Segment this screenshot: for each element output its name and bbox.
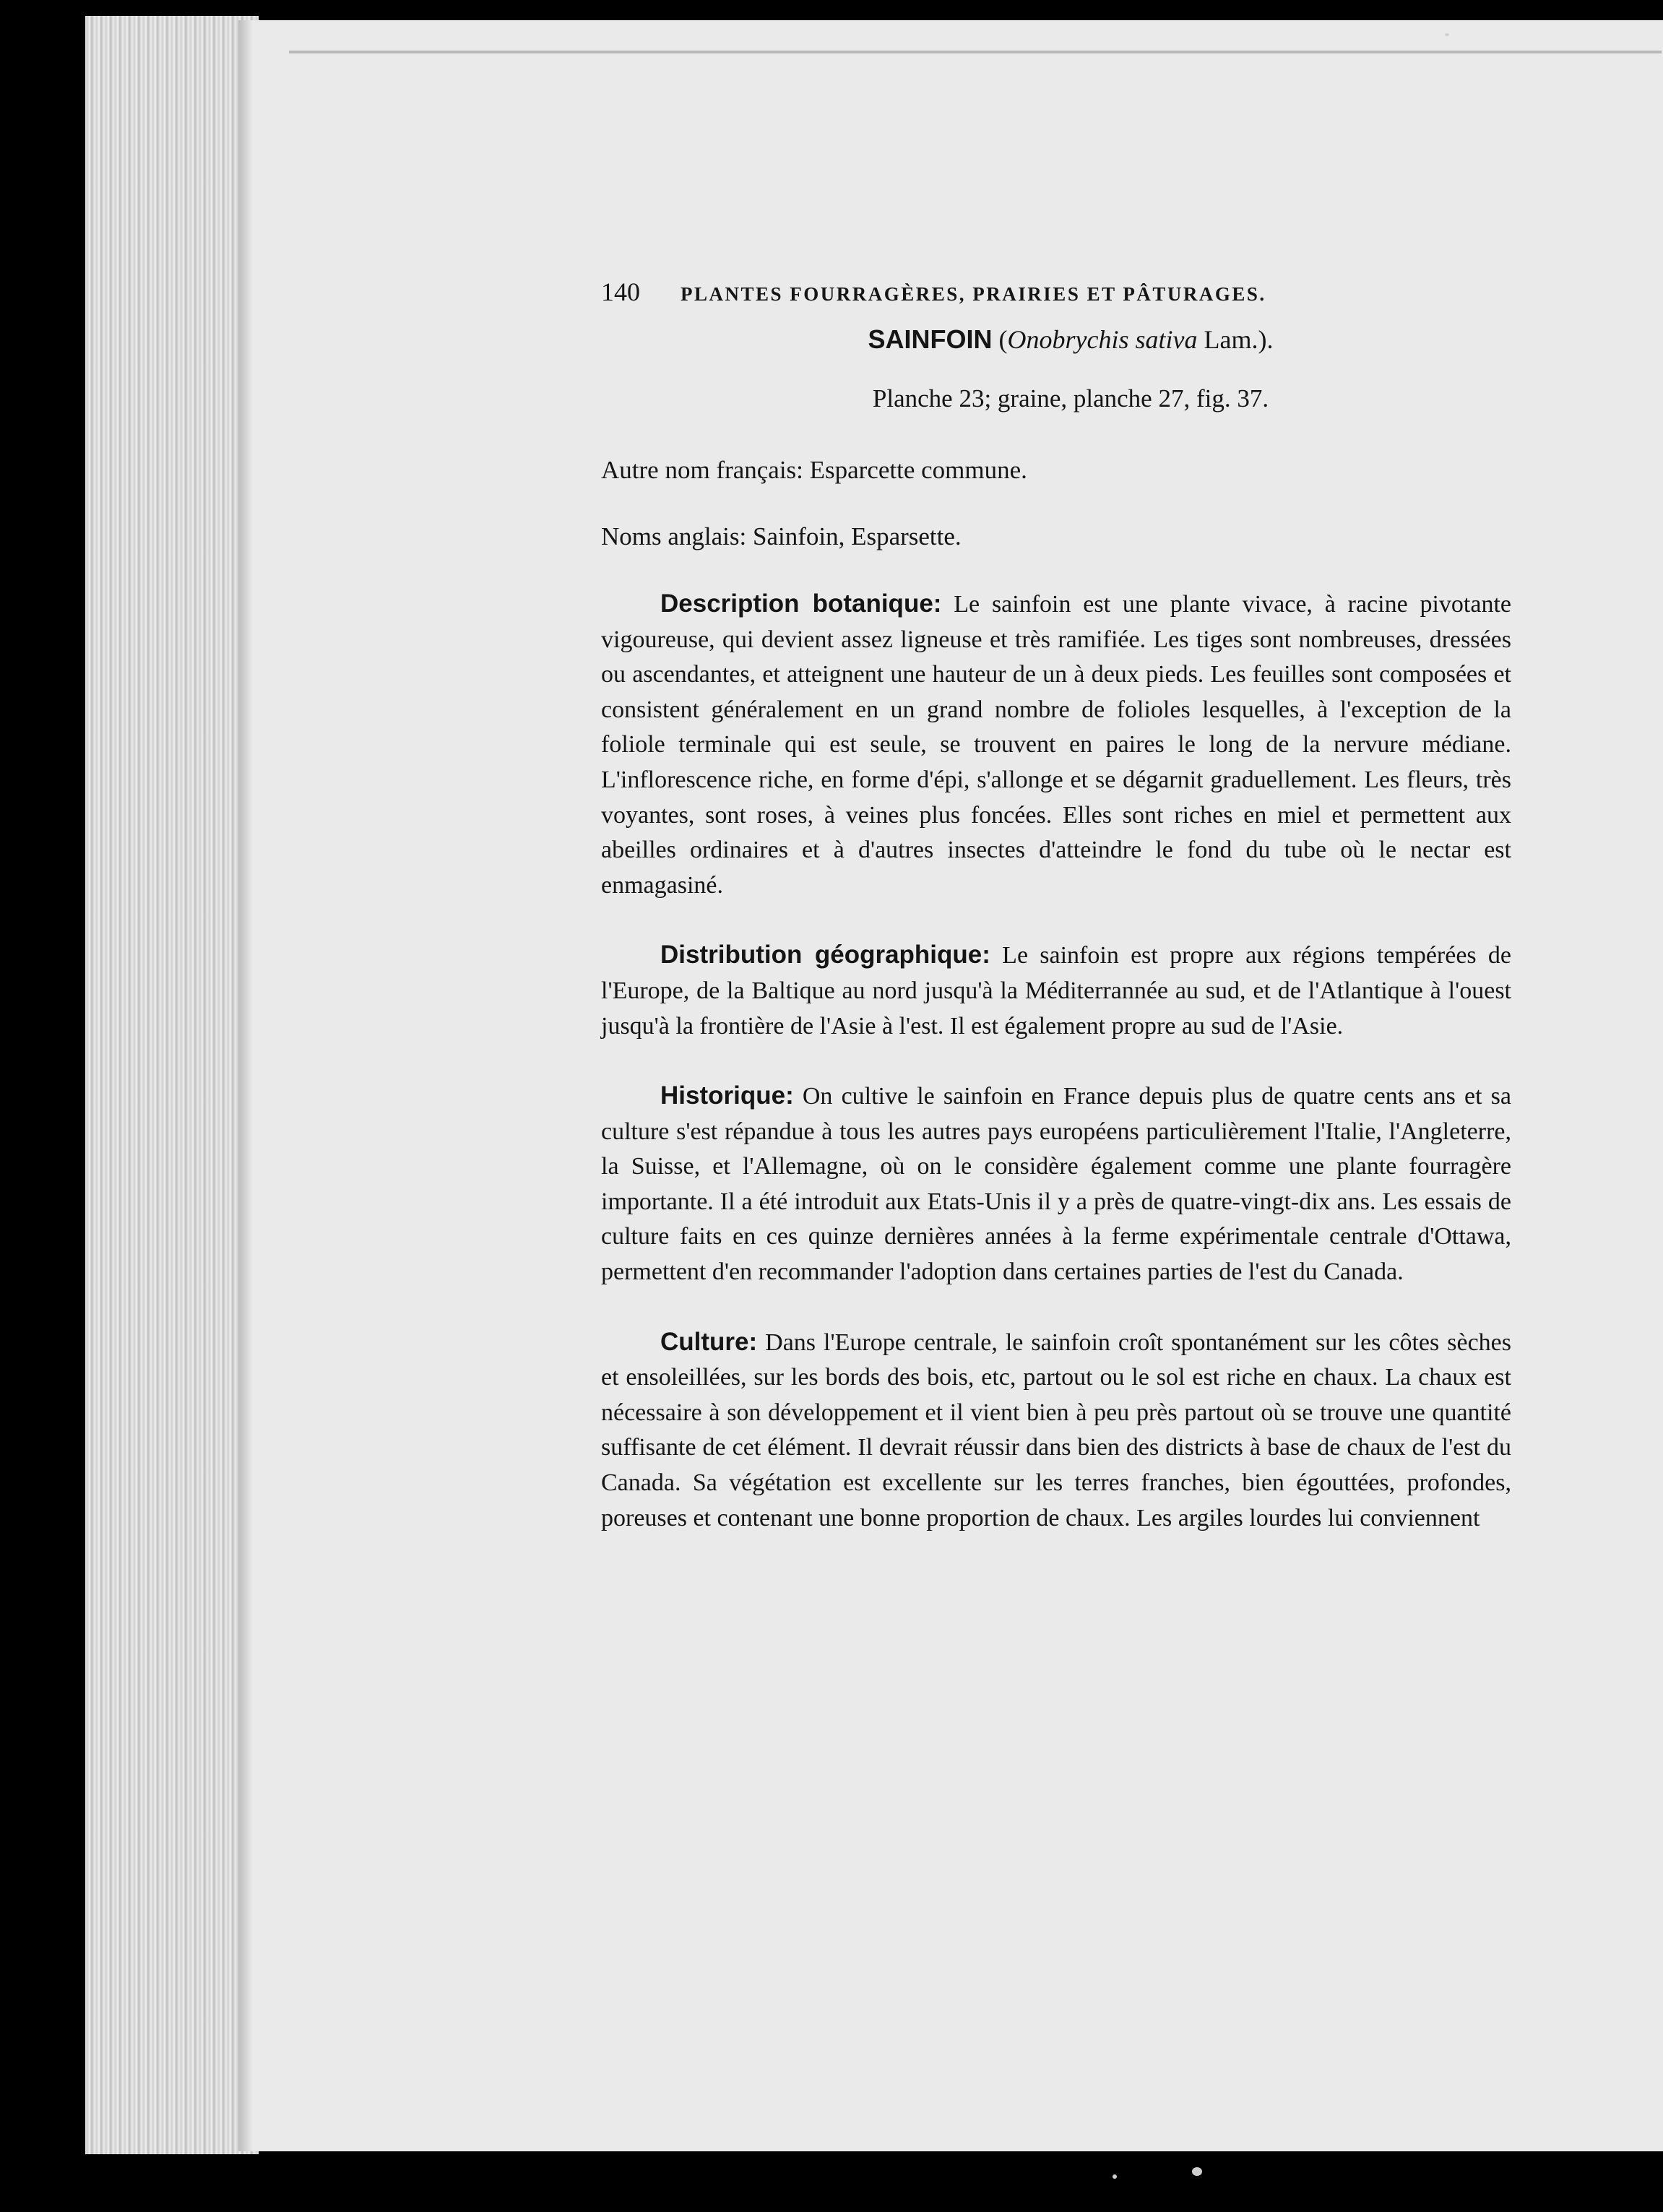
section-heading: Description botanique:	[660, 589, 942, 618]
entry-title-main: SAINFOIN	[868, 324, 993, 354]
running-title: PLANTES FOURRAGÈRES, PRAIRIES ET PÂTURAGES.	[681, 283, 1266, 305]
other-french-name: Autre nom français: Esparcette commune.	[601, 455, 1027, 484]
top-edge-rule	[289, 51, 1662, 53]
section-text: Dans l'Europe centrale, le sainfoin croît spontanément sur les côtes sèches et ensoleillées, sur les bords des bois, etc, partout ou le sol est riche en chaux. La chaux est nécessaire à son développement et il vient bien à peu près partout où se trouve une quantité suffisante de cet élément. Il devrait réussir dans bien des districts à base de chaux de l'est du Canada. Sa végétation est excellente sur les terres franches, bien égouttées, profondes, poreuses et contenant une bonne proportion de chaux. Les argiles lourdes lui conviennent	[601, 1329, 1511, 1531]
section-text: Le sainfoin est propre aux régions tempérées de l'Europe, de la Baltique au nord jusqu'à la Méditerrannée au sud, et de l'Atlantique à l'ouest jusqu'à la frontière de l'Asie à l'est. Il est également propre au sud de l'Asie.	[601, 942, 1511, 1040]
dust-speck	[1192, 2167, 1202, 2176]
plate-reference: Planche 23; graine, planche 27, fig. 37.	[872, 384, 1269, 413]
page-number: 140	[601, 277, 640, 306]
dust-speck	[1445, 33, 1449, 36]
section-heading: Culture:	[660, 1327, 758, 1356]
section-description	[601, 587, 1511, 903]
section-historique	[601, 1079, 1511, 1290]
page-content	[601, 275, 1511, 1571]
entry-title-paren: (	[992, 324, 1008, 354]
spine-shadow	[238, 20, 253, 2151]
section-text: On cultive le sainfoin en France depuis plus de quatre cents ans et sa culture s'est répandue à tous les autres pays européens particulièrement l'Italie, l'Angleterre, la Suisse, et l'Allemagne, où on le considère également comme une plante fourragère importante. Il a été introduit aux Etats-Unis il y a près de quatre-vingt-dix ans. Les essais de culture faits en ces quinze dernières années à la ferme expérimentale centrale d'Ottawa, permettent d'en recommander l'adoption dans certaines parties de l'est du Canada.	[601, 1083, 1511, 1286]
page-edges	[85, 16, 259, 2154]
entry-title	[601, 322, 1511, 358]
running-head	[601, 275, 1511, 312]
dust-speck	[1113, 2174, 1117, 2179]
section-text: Le sainfoin est une plante vivace, à racine pivotante vigoureuse, qui devient assez ligneuse et très ramifiée. Les tiges sont nombreuses, dressées ou ascendantes, et atteignent une hauteur de un à deux pieds. Les feuilles sont composées et consistent généralement en un grand nombre de folioles lesquelles, à l'exception de la foliole terminale qui est seule, se trouvent en paires le long de la nervure médiane. L'inflorescence riche, en forme d'épi, s'allonge et se dégarnit graduellement. Les fleurs, très voyantes, sont roses, à veines plus foncées. Elles sont riches en miel et permettent aux abeilles ordinaires et à d'autres insectes d'atteindre le fond du tube où le nectar est enmagasiné.	[601, 590, 1512, 899]
section-distribution	[601, 938, 1511, 1044]
section-heading: Distribution géographique:	[660, 941, 990, 969]
english-names: Noms anglais: Sainfoin, Esparsette.	[601, 522, 962, 551]
section-culture	[601, 1325, 1511, 1537]
entry-title-latin: Onobrychis sativa	[1007, 324, 1198, 354]
entry-title-author: Lam.).	[1197, 324, 1274, 354]
section-heading: Historique:	[660, 1081, 794, 1110]
